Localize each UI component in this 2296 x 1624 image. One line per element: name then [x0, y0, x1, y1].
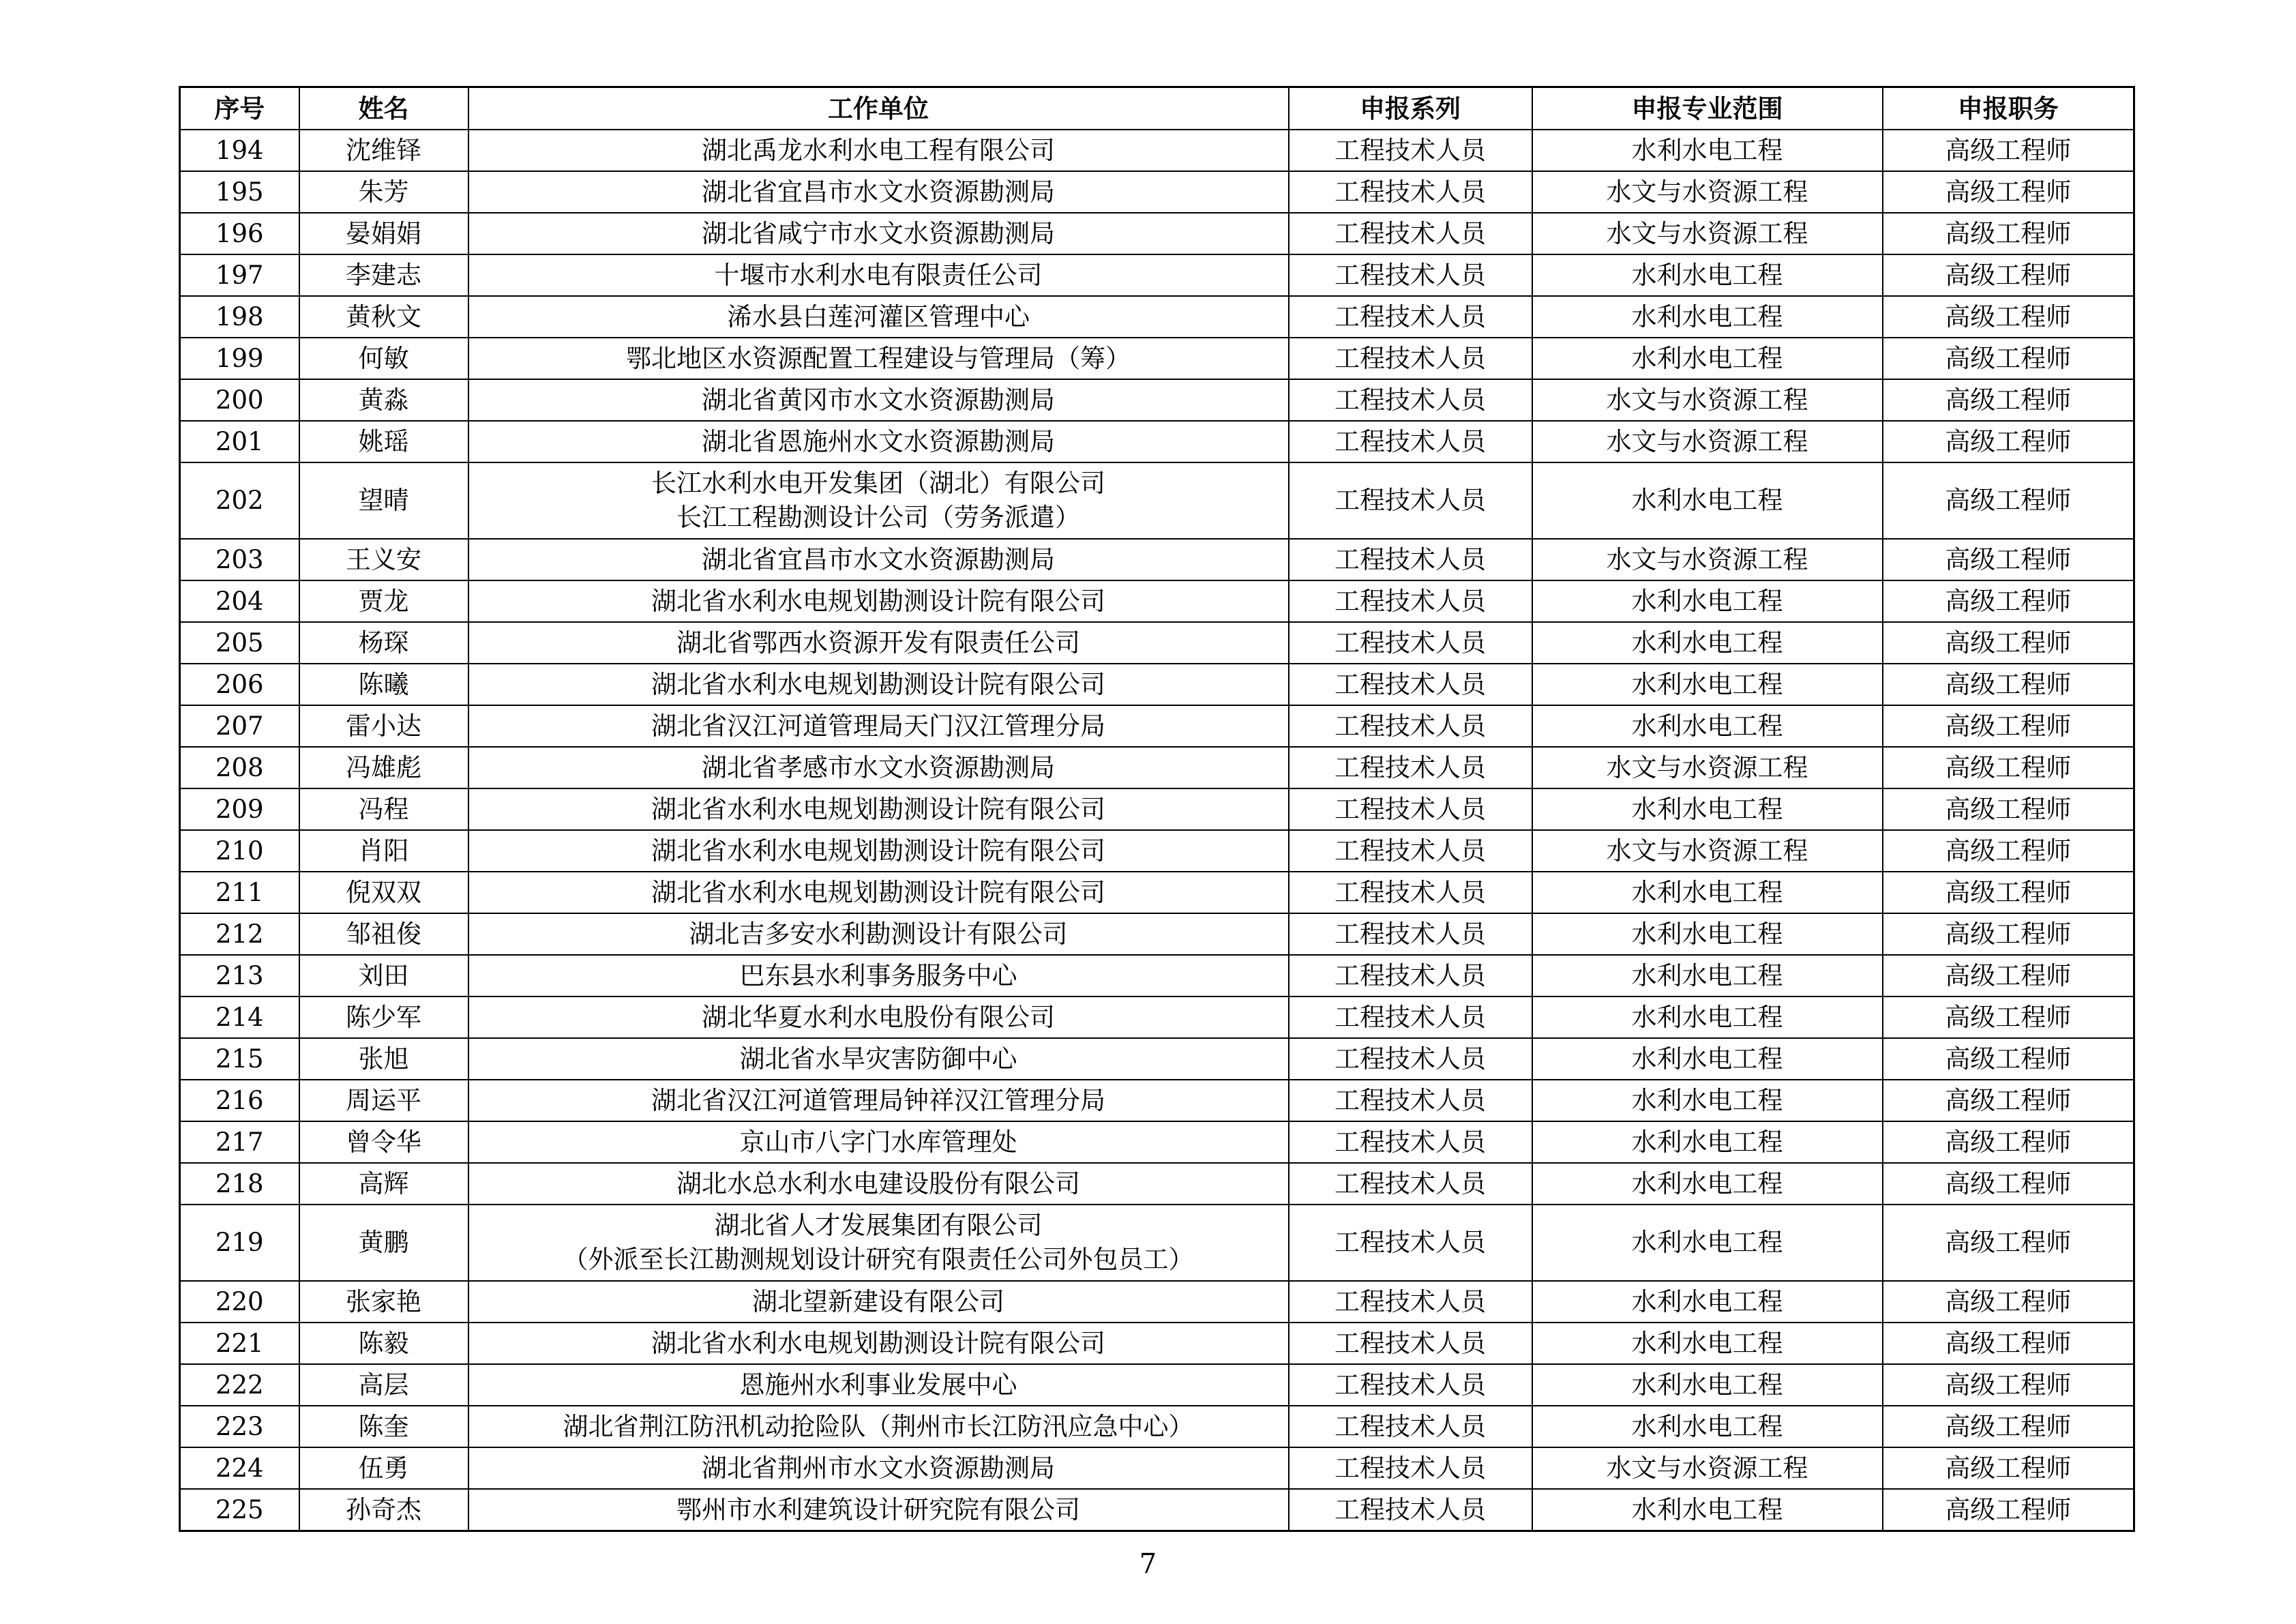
cell-title: 高级工程师 — [1883, 1038, 2134, 1080]
cell-unit — [468, 747, 1289, 788]
cell-unit — [468, 213, 1289, 254]
cell-name: 冯雄彪 — [299, 747, 468, 788]
cell-title: 高级工程师 — [1883, 996, 2134, 1038]
cell-unit — [468, 1281, 1289, 1323]
cell-scope: 水利水电工程 — [1532, 296, 1883, 338]
cell-title: 高级工程师 — [1883, 1205, 2134, 1281]
cell-name: 雷小达 — [299, 705, 468, 747]
cell-unit-line: 湖北省荆州市水文水资源勘测局 — [702, 1453, 1055, 1483]
cell-no: 196 — [180, 213, 299, 254]
header-no: 序号 — [180, 87, 299, 130]
table-row — [180, 379, 2134, 421]
cell-name: 冯程 — [299, 788, 468, 830]
cell-series: 工程技术人员 — [1289, 1121, 1532, 1163]
cell-scope: 水利水电工程 — [1532, 996, 1883, 1038]
cell-unit — [468, 996, 1289, 1038]
cell-title: 高级工程师 — [1883, 580, 2134, 622]
cell-name: 李建志 — [299, 254, 468, 296]
table-row — [180, 539, 2134, 580]
cell-no: 202 — [180, 462, 299, 539]
table-row — [180, 462, 2134, 539]
cell-series: 工程技术人员 — [1289, 1281, 1532, 1323]
cell-name: 黄鹏 — [299, 1205, 468, 1281]
cell-unit-line: 湖北吉多安水利勘测设计有限公司 — [689, 919, 1068, 949]
cell-no: 217 — [180, 1121, 299, 1163]
table-row — [180, 1281, 2134, 1323]
table-row — [180, 747, 2134, 788]
cell-title: 高级工程师 — [1883, 254, 2134, 296]
cell-no: 223 — [180, 1406, 299, 1447]
cell-unit — [468, 580, 1289, 622]
cell-unit — [468, 622, 1289, 664]
cell-scope: 水利水电工程 — [1532, 664, 1883, 705]
cell-name: 陈奎 — [299, 1406, 468, 1447]
cell-scope: 水文与水资源工程 — [1532, 830, 1883, 872]
cell-unit — [468, 1080, 1289, 1121]
cell-scope: 水利水电工程 — [1532, 1163, 1883, 1205]
cell-scope: 水利水电工程 — [1532, 872, 1883, 913]
cell-series: 工程技术人员 — [1289, 462, 1532, 539]
cell-title: 高级工程师 — [1883, 1489, 2134, 1531]
table-row — [180, 1163, 2134, 1205]
cell-unit-line: （外派至长江勘测规划设计研究有限责任公司外包员工） — [563, 1245, 1194, 1274]
cell-scope: 水利水电工程 — [1532, 580, 1883, 622]
cell-no: 222 — [180, 1364, 299, 1406]
cell-title: 高级工程师 — [1883, 1281, 2134, 1323]
table-row — [180, 996, 2134, 1038]
cell-series: 工程技术人员 — [1289, 1447, 1532, 1489]
cell-name: 晏娟娟 — [299, 213, 468, 254]
table-row — [180, 1038, 2134, 1080]
cell-name: 王义安 — [299, 539, 468, 580]
cell-scope: 水文与水资源工程 — [1532, 379, 1883, 421]
table-row — [180, 1080, 2134, 1121]
header-name: 姓名 — [299, 87, 468, 130]
cell-title: 高级工程师 — [1883, 130, 2134, 171]
cell-no: 221 — [180, 1323, 299, 1364]
cell-unit-line: 鄂州市水利建筑设计研究院有限公司 — [676, 1494, 1080, 1524]
cell-no: 199 — [180, 338, 299, 379]
cell-series: 工程技术人员 — [1289, 1364, 1532, 1406]
cell-unit — [468, 1489, 1289, 1531]
cell-name: 周运平 — [299, 1080, 468, 1121]
cell-name: 刘田 — [299, 955, 468, 996]
cell-series: 工程技术人员 — [1289, 1038, 1532, 1080]
cell-unit — [468, 379, 1289, 421]
cell-title: 高级工程师 — [1883, 1080, 2134, 1121]
cell-unit — [468, 788, 1289, 830]
cell-scope: 水利水电工程 — [1532, 1406, 1883, 1447]
cell-no: 214 — [180, 996, 299, 1038]
cell-name: 高辉 — [299, 1163, 468, 1205]
cell-series: 工程技术人员 — [1289, 913, 1532, 955]
cell-name: 孙奇杰 — [299, 1489, 468, 1531]
cell-unit-line: 湖北省孝感市水文水资源勘测局 — [702, 752, 1055, 782]
cell-series: 工程技术人员 — [1289, 130, 1532, 171]
cell-title: 高级工程师 — [1883, 830, 2134, 872]
cell-no: 225 — [180, 1489, 299, 1531]
cell-unit-line: 长江水利水电开发集团（湖北）有限公司 — [651, 469, 1105, 498]
cell-unit — [468, 1205, 1289, 1281]
cell-no: 207 — [180, 705, 299, 747]
table-row — [180, 788, 2134, 830]
cell-no: 220 — [180, 1281, 299, 1323]
table-row — [180, 830, 2134, 872]
cell-series: 工程技术人员 — [1289, 379, 1532, 421]
cell-name: 肖阳 — [299, 830, 468, 872]
cell-scope: 水利水电工程 — [1532, 254, 1883, 296]
header-scope: 申报专业范围 — [1532, 87, 1883, 130]
cell-unit — [468, 1447, 1289, 1489]
cell-title: 高级工程师 — [1883, 539, 2134, 580]
cell-no: 215 — [180, 1038, 299, 1080]
cell-scope: 水利水电工程 — [1532, 1489, 1883, 1531]
cell-unit-line: 湖北禹龙水利水电工程有限公司 — [702, 135, 1055, 165]
cell-unit — [468, 1323, 1289, 1364]
cell-name: 高层 — [299, 1364, 468, 1406]
cell-unit — [468, 1406, 1289, 1447]
header-row — [180, 87, 2134, 130]
cell-series: 工程技术人员 — [1289, 338, 1532, 379]
cell-name: 陈曦 — [299, 664, 468, 705]
cell-name: 倪双双 — [299, 872, 468, 913]
table-row — [180, 1364, 2134, 1406]
cell-unit — [468, 338, 1289, 379]
cell-series: 工程技术人员 — [1289, 747, 1532, 788]
cell-scope: 水利水电工程 — [1532, 462, 1883, 539]
cell-series: 工程技术人员 — [1289, 1163, 1532, 1205]
cell-name: 何敏 — [299, 338, 468, 379]
table-row — [180, 580, 2134, 622]
cell-scope: 水利水电工程 — [1532, 955, 1883, 996]
cell-unit-line: 湖北省水利水电规划勘测设计院有限公司 — [651, 669, 1105, 699]
cell-no: 204 — [180, 580, 299, 622]
cell-no: 218 — [180, 1163, 299, 1205]
cell-series: 工程技术人员 — [1289, 1080, 1532, 1121]
cell-unit — [468, 539, 1289, 580]
cell-title: 高级工程师 — [1883, 462, 2134, 539]
cell-name: 望晴 — [299, 462, 468, 539]
cell-unit-line: 湖北华夏水利水电股份有限公司 — [702, 1002, 1055, 1032]
cell-title: 高级工程师 — [1883, 421, 2134, 462]
cell-series: 工程技术人员 — [1289, 1205, 1532, 1281]
cell-unit-line: 湖北省荆江防汛机动抢险队（荆州市长江防汛应急中心） — [563, 1411, 1194, 1441]
table-row — [180, 171, 2134, 213]
page-number: 7 — [1139, 1548, 1157, 1580]
cell-scope: 水文与水资源工程 — [1532, 1447, 1883, 1489]
cell-no: 205 — [180, 622, 299, 664]
cell-scope: 水利水电工程 — [1532, 1281, 1883, 1323]
cell-unit-line: 湖北水总水利水电建设股份有限公司 — [676, 1168, 1080, 1198]
cell-series: 工程技术人员 — [1289, 1489, 1532, 1531]
cell-name: 黄淼 — [299, 379, 468, 421]
cell-name: 曾令华 — [299, 1121, 468, 1163]
cell-no: 210 — [180, 830, 299, 872]
cell-title: 高级工程师 — [1883, 171, 2134, 213]
cell-no: 209 — [180, 788, 299, 830]
cell-series: 工程技术人员 — [1289, 788, 1532, 830]
cell-unit-line: 湖北省汉江河道管理局钟祥汉江管理分局 — [651, 1085, 1105, 1115]
cell-title: 高级工程师 — [1883, 622, 2134, 664]
cell-unit-line: 湖北省恩施州水文水资源勘测局 — [702, 426, 1055, 456]
cell-scope: 水利水电工程 — [1532, 705, 1883, 747]
cell-unit-line: 湖北省水利水电规划勘测设计院有限公司 — [651, 794, 1105, 824]
cell-scope: 水利水电工程 — [1532, 1205, 1883, 1281]
cell-series: 工程技术人员 — [1289, 421, 1532, 462]
cell-series: 工程技术人员 — [1289, 664, 1532, 705]
cell-scope: 水利水电工程 — [1532, 1080, 1883, 1121]
table-row — [180, 130, 2134, 171]
table-row — [180, 955, 2134, 996]
table-row — [180, 1406, 2134, 1447]
cell-unit-line: 恩施州水利事业发展中心 — [739, 1370, 1017, 1400]
header-series: 申报系列 — [1289, 87, 1532, 130]
cell-no: 208 — [180, 747, 299, 788]
cell-scope: 水利水电工程 — [1532, 1364, 1883, 1406]
cell-name: 贾龙 — [299, 580, 468, 622]
cell-series: 工程技术人员 — [1289, 955, 1532, 996]
cell-name: 姚瑶 — [299, 421, 468, 462]
table-row — [180, 872, 2134, 913]
cell-unit — [468, 130, 1289, 171]
cell-title: 高级工程师 — [1883, 913, 2134, 955]
table-row — [180, 1121, 2134, 1163]
cell-series: 工程技术人员 — [1289, 580, 1532, 622]
cell-series: 工程技术人员 — [1289, 254, 1532, 296]
cell-no: 197 — [180, 254, 299, 296]
cell-name: 张旭 — [299, 1038, 468, 1080]
cell-series: 工程技术人员 — [1289, 622, 1532, 664]
cell-title: 高级工程师 — [1883, 213, 2134, 254]
cell-unit — [468, 913, 1289, 955]
cell-unit — [468, 872, 1289, 913]
cell-name: 黄秋文 — [299, 296, 468, 338]
cell-scope: 水文与水资源工程 — [1532, 171, 1883, 213]
cell-unit — [468, 705, 1289, 747]
cell-scope: 水利水电工程 — [1532, 1121, 1883, 1163]
header-title: 申报职务 — [1883, 87, 2134, 130]
cell-no: 216 — [180, 1080, 299, 1121]
cell-unit — [468, 254, 1289, 296]
cell-unit-line: 湖北省水利水电规划勘测设计院有限公司 — [651, 877, 1105, 907]
cell-name: 伍勇 — [299, 1447, 468, 1489]
table-row — [180, 296, 2134, 338]
cell-unit-line: 湖北省水利水电规划勘测设计院有限公司 — [651, 1328, 1105, 1358]
cell-scope: 水利水电工程 — [1532, 788, 1883, 830]
cell-no: 201 — [180, 421, 299, 462]
cell-no: 219 — [180, 1205, 299, 1281]
cell-title: 高级工程师 — [1883, 338, 2134, 379]
cell-unit-line: 鄂北地区水资源配置工程建设与管理局（筹） — [626, 343, 1131, 373]
table-row — [180, 1205, 2134, 1281]
cell-name: 陈少军 — [299, 996, 468, 1038]
cell-scope: 水文与水资源工程 — [1532, 421, 1883, 462]
cell-unit-line: 湖北省汉江河道管理局天门汉江管理分局 — [651, 711, 1105, 741]
cell-scope: 水利水电工程 — [1532, 913, 1883, 955]
cell-name: 张家艳 — [299, 1281, 468, 1323]
cell-no: 195 — [180, 171, 299, 213]
table-row — [180, 664, 2134, 705]
cell-unit — [468, 421, 1289, 462]
cell-unit — [468, 171, 1289, 213]
cell-series: 工程技术人员 — [1289, 1323, 1532, 1364]
cell-title: 高级工程师 — [1883, 296, 2134, 338]
cell-no: 206 — [180, 664, 299, 705]
cell-unit — [468, 830, 1289, 872]
cell-unit — [468, 1038, 1289, 1080]
cell-no: 211 — [180, 872, 299, 913]
table-row — [180, 1323, 2134, 1364]
table-row — [180, 213, 2134, 254]
cell-unit — [468, 955, 1289, 996]
cell-unit-line: 湖北省鄂西水资源开发有限责任公司 — [676, 628, 1080, 658]
table-row — [180, 1447, 2134, 1489]
cell-name: 沈维铎 — [299, 130, 468, 171]
cell-unit — [468, 1163, 1289, 1205]
cell-scope: 水利水电工程 — [1532, 130, 1883, 171]
cell-unit-line: 湖北省宜昌市水文水资源勘测局 — [702, 544, 1055, 574]
cell-no: 212 — [180, 913, 299, 955]
cell-unit — [468, 296, 1289, 338]
cell-title: 高级工程师 — [1883, 788, 2134, 830]
cell-title: 高级工程师 — [1883, 955, 2134, 996]
cell-unit-line: 巴东县水利事务服务中心 — [739, 960, 1017, 990]
cell-series: 工程技术人员 — [1289, 539, 1532, 580]
cell-unit — [468, 1121, 1289, 1163]
cell-unit-line: 湖北省人才发展集团有限公司 — [714, 1211, 1043, 1240]
cell-unit — [468, 664, 1289, 705]
cell-name: 陈毅 — [299, 1323, 468, 1364]
cell-unit-line: 湖北省水旱灾害防御中心 — [739, 1044, 1017, 1074]
table-row — [180, 338, 2134, 379]
cell-scope: 水利水电工程 — [1532, 1323, 1883, 1364]
cell-series: 工程技术人员 — [1289, 705, 1532, 747]
cell-scope: 水文与水资源工程 — [1532, 747, 1883, 788]
cell-no: 194 — [180, 130, 299, 171]
cell-title: 高级工程师 — [1883, 1447, 2134, 1489]
cell-unit-line: 湖北省水利水电规划勘测设计院有限公司 — [651, 586, 1105, 616]
cell-title: 高级工程师 — [1883, 1364, 2134, 1406]
cell-series: 工程技术人员 — [1289, 830, 1532, 872]
cell-unit-line: 湖北省黄冈市水文水资源勘测局 — [702, 385, 1055, 415]
cell-unit-line: 京山市八字门水库管理处 — [739, 1127, 1017, 1157]
cell-no: 203 — [180, 539, 299, 580]
cell-series: 工程技术人员 — [1289, 996, 1532, 1038]
cell-title: 高级工程师 — [1883, 747, 2134, 788]
cell-unit-line: 湖北省宜昌市水文水资源勘测局 — [702, 177, 1055, 207]
cell-no: 224 — [180, 1447, 299, 1489]
cell-unit — [468, 462, 1289, 539]
cell-series: 工程技术人员 — [1289, 1406, 1532, 1447]
table-row — [180, 622, 2134, 664]
table-row — [180, 705, 2134, 747]
cell-series: 工程技术人员 — [1289, 171, 1532, 213]
cell-no: 198 — [180, 296, 299, 338]
cell-title: 高级工程师 — [1883, 379, 2134, 421]
cell-unit — [468, 1364, 1289, 1406]
cell-series: 工程技术人员 — [1289, 213, 1532, 254]
table-row — [180, 913, 2134, 955]
cell-scope: 水利水电工程 — [1532, 1038, 1883, 1080]
applicant-table — [179, 86, 2135, 1532]
cell-title: 高级工程师 — [1883, 705, 2134, 747]
cell-unit-line: 浠水县白莲河灌区管理中心 — [727, 301, 1030, 331]
cell-unit-line: 湖北省咸宁市水文水资源勘测局 — [702, 218, 1055, 248]
cell-series: 工程技术人员 — [1289, 296, 1532, 338]
cell-scope: 水文与水资源工程 — [1532, 539, 1883, 580]
cell-unit-line: 长江工程勘测设计公司（劳务派遣） — [676, 503, 1080, 532]
cell-series: 工程技术人员 — [1289, 872, 1532, 913]
cell-title: 高级工程师 — [1883, 1323, 2134, 1364]
header-unit: 工作单位 — [468, 87, 1289, 130]
cell-title: 高级工程师 — [1883, 1163, 2134, 1205]
cell-name: 邹祖俊 — [299, 913, 468, 955]
cell-name: 朱芳 — [299, 171, 468, 213]
cell-title: 高级工程师 — [1883, 1406, 2134, 1447]
cell-scope: 水利水电工程 — [1532, 622, 1883, 664]
table-row — [180, 421, 2134, 462]
table-row — [180, 1489, 2134, 1531]
cell-unit-line: 十堰市水利水电有限责任公司 — [714, 260, 1043, 290]
cell-unit-line: 湖北省水利水电规划勘测设计院有限公司 — [651, 836, 1105, 866]
cell-title: 高级工程师 — [1883, 1121, 2134, 1163]
cell-no: 213 — [180, 955, 299, 996]
cell-name: 杨琛 — [299, 622, 468, 664]
cell-unit-line: 湖北望新建设有限公司 — [752, 1286, 1004, 1316]
cell-scope: 水文与水资源工程 — [1532, 213, 1883, 254]
cell-scope: 水利水电工程 — [1532, 338, 1883, 379]
table-row — [180, 254, 2134, 296]
cell-title: 高级工程师 — [1883, 872, 2134, 913]
cell-title: 高级工程师 — [1883, 664, 2134, 705]
cell-no: 200 — [180, 379, 299, 421]
